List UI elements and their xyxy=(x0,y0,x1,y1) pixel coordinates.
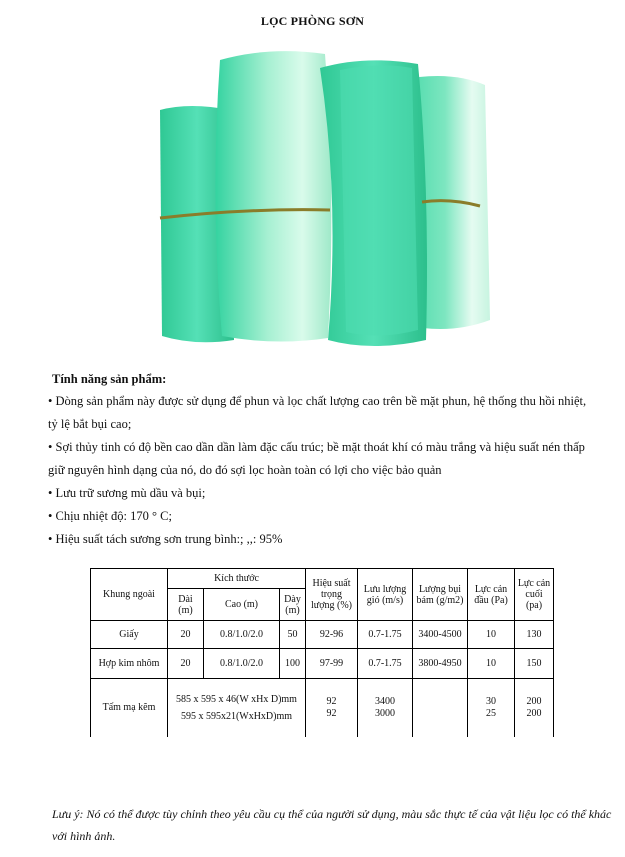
note-text: Lưu ý: Nó có thể được tùy chỉnh theo yêu cầu cụ thể của người sử dụng, màu sắc thực tế của vật liệu lọc có thể khác với hình ảnh. xyxy=(52,807,612,843)
feature-line: • Hiệu suất tách sương sơn trung bình:; ,,: 95% xyxy=(48,532,283,546)
filter-rolls-image xyxy=(150,40,495,352)
feature-line: giữ nguyên hình dạng của nó, do đó sợi lọc hoàn toàn có lợi cho việc bảo quản xyxy=(48,463,442,477)
features-list xyxy=(48,390,608,551)
cell: 0.7-1.75 xyxy=(358,621,413,649)
cell: 20 xyxy=(168,621,204,649)
cell: 0.8/1.0/2.0 xyxy=(204,621,280,649)
header-final-resistance: Lực cản cuối (pa) xyxy=(515,569,554,621)
cell: 97-99 xyxy=(306,649,358,679)
header-thickness: Dày (m) xyxy=(280,589,306,621)
page-title: LỌC PHÒNG SƠN xyxy=(260,14,365,28)
cell: 100 xyxy=(280,649,306,679)
cell: 30 xyxy=(486,695,496,707)
cell: 200 xyxy=(526,707,542,719)
cell: 0.7-1.75 xyxy=(358,649,413,679)
header-efficiency: Hiệu suất trọng lượng (%) xyxy=(306,569,358,621)
feature-line: • Chịu nhiệt độ: 170 ° C; xyxy=(48,509,172,523)
header-airflow: Lưu lượng gió (m/s) xyxy=(358,569,413,621)
cell: 3800-4950 xyxy=(413,649,468,679)
feature-line: • Sợi thủy tinh có độ bền cao dần dần làm đặc cấu trúc; bề mặt thoát khí có màu trắng và hiệu suất nén thấp xyxy=(48,440,585,454)
cell: 200 xyxy=(526,695,542,707)
header-length: Dài (m) xyxy=(168,589,204,621)
cell: 50 xyxy=(280,621,306,649)
cell: 0.8/1.0/2.0 xyxy=(204,649,280,679)
cell: 25 xyxy=(486,707,496,719)
row-galvanized-name: Tấm mạ kẽm xyxy=(91,679,168,737)
header-initial-resistance: Lực cản đầu (Pa) xyxy=(468,569,515,621)
cell: 20 xyxy=(168,649,204,679)
header-frame: Khung ngoài xyxy=(91,569,168,621)
cell: 92 xyxy=(326,695,337,707)
cell: 92 xyxy=(326,707,337,719)
row-aluminum-name: Hợp kim nhôm xyxy=(91,649,168,679)
cell: 92-96 xyxy=(306,621,358,649)
row-paper-name: Giấy xyxy=(91,621,168,649)
feature-line: • Lưu trữ sương mù dầu và bụi; xyxy=(48,486,206,500)
header-dust: Lượng bụi bám (g/m2) xyxy=(413,569,468,621)
header-height: Cao (m) xyxy=(204,589,280,621)
cell: 3400-4500 xyxy=(413,621,468,649)
cell: 150 xyxy=(515,649,554,679)
cell: 595 x 595x21(WxHxD)mm xyxy=(180,710,293,722)
header-size: Kích thước xyxy=(168,569,306,589)
cell: 3000 xyxy=(375,707,395,719)
features-heading: Tính năng sản phẩm: xyxy=(52,372,167,386)
cell: 585 x 595 x 46(W xHx D)mm xyxy=(176,693,297,705)
feature-line: tỷ lệ bắt bụi cao; xyxy=(48,417,132,431)
feature-line: • Dòng sản phẩm này được sử dụng để phun và lọc chất lượng cao trên bề mặt phun, hệ thống thu hồi nhiệt, xyxy=(48,394,587,408)
cell: 3400 xyxy=(375,695,395,707)
cell: 130 xyxy=(515,621,554,649)
cell: 10 xyxy=(468,621,515,649)
cell: 10 xyxy=(468,649,515,679)
spec-table xyxy=(90,568,554,737)
